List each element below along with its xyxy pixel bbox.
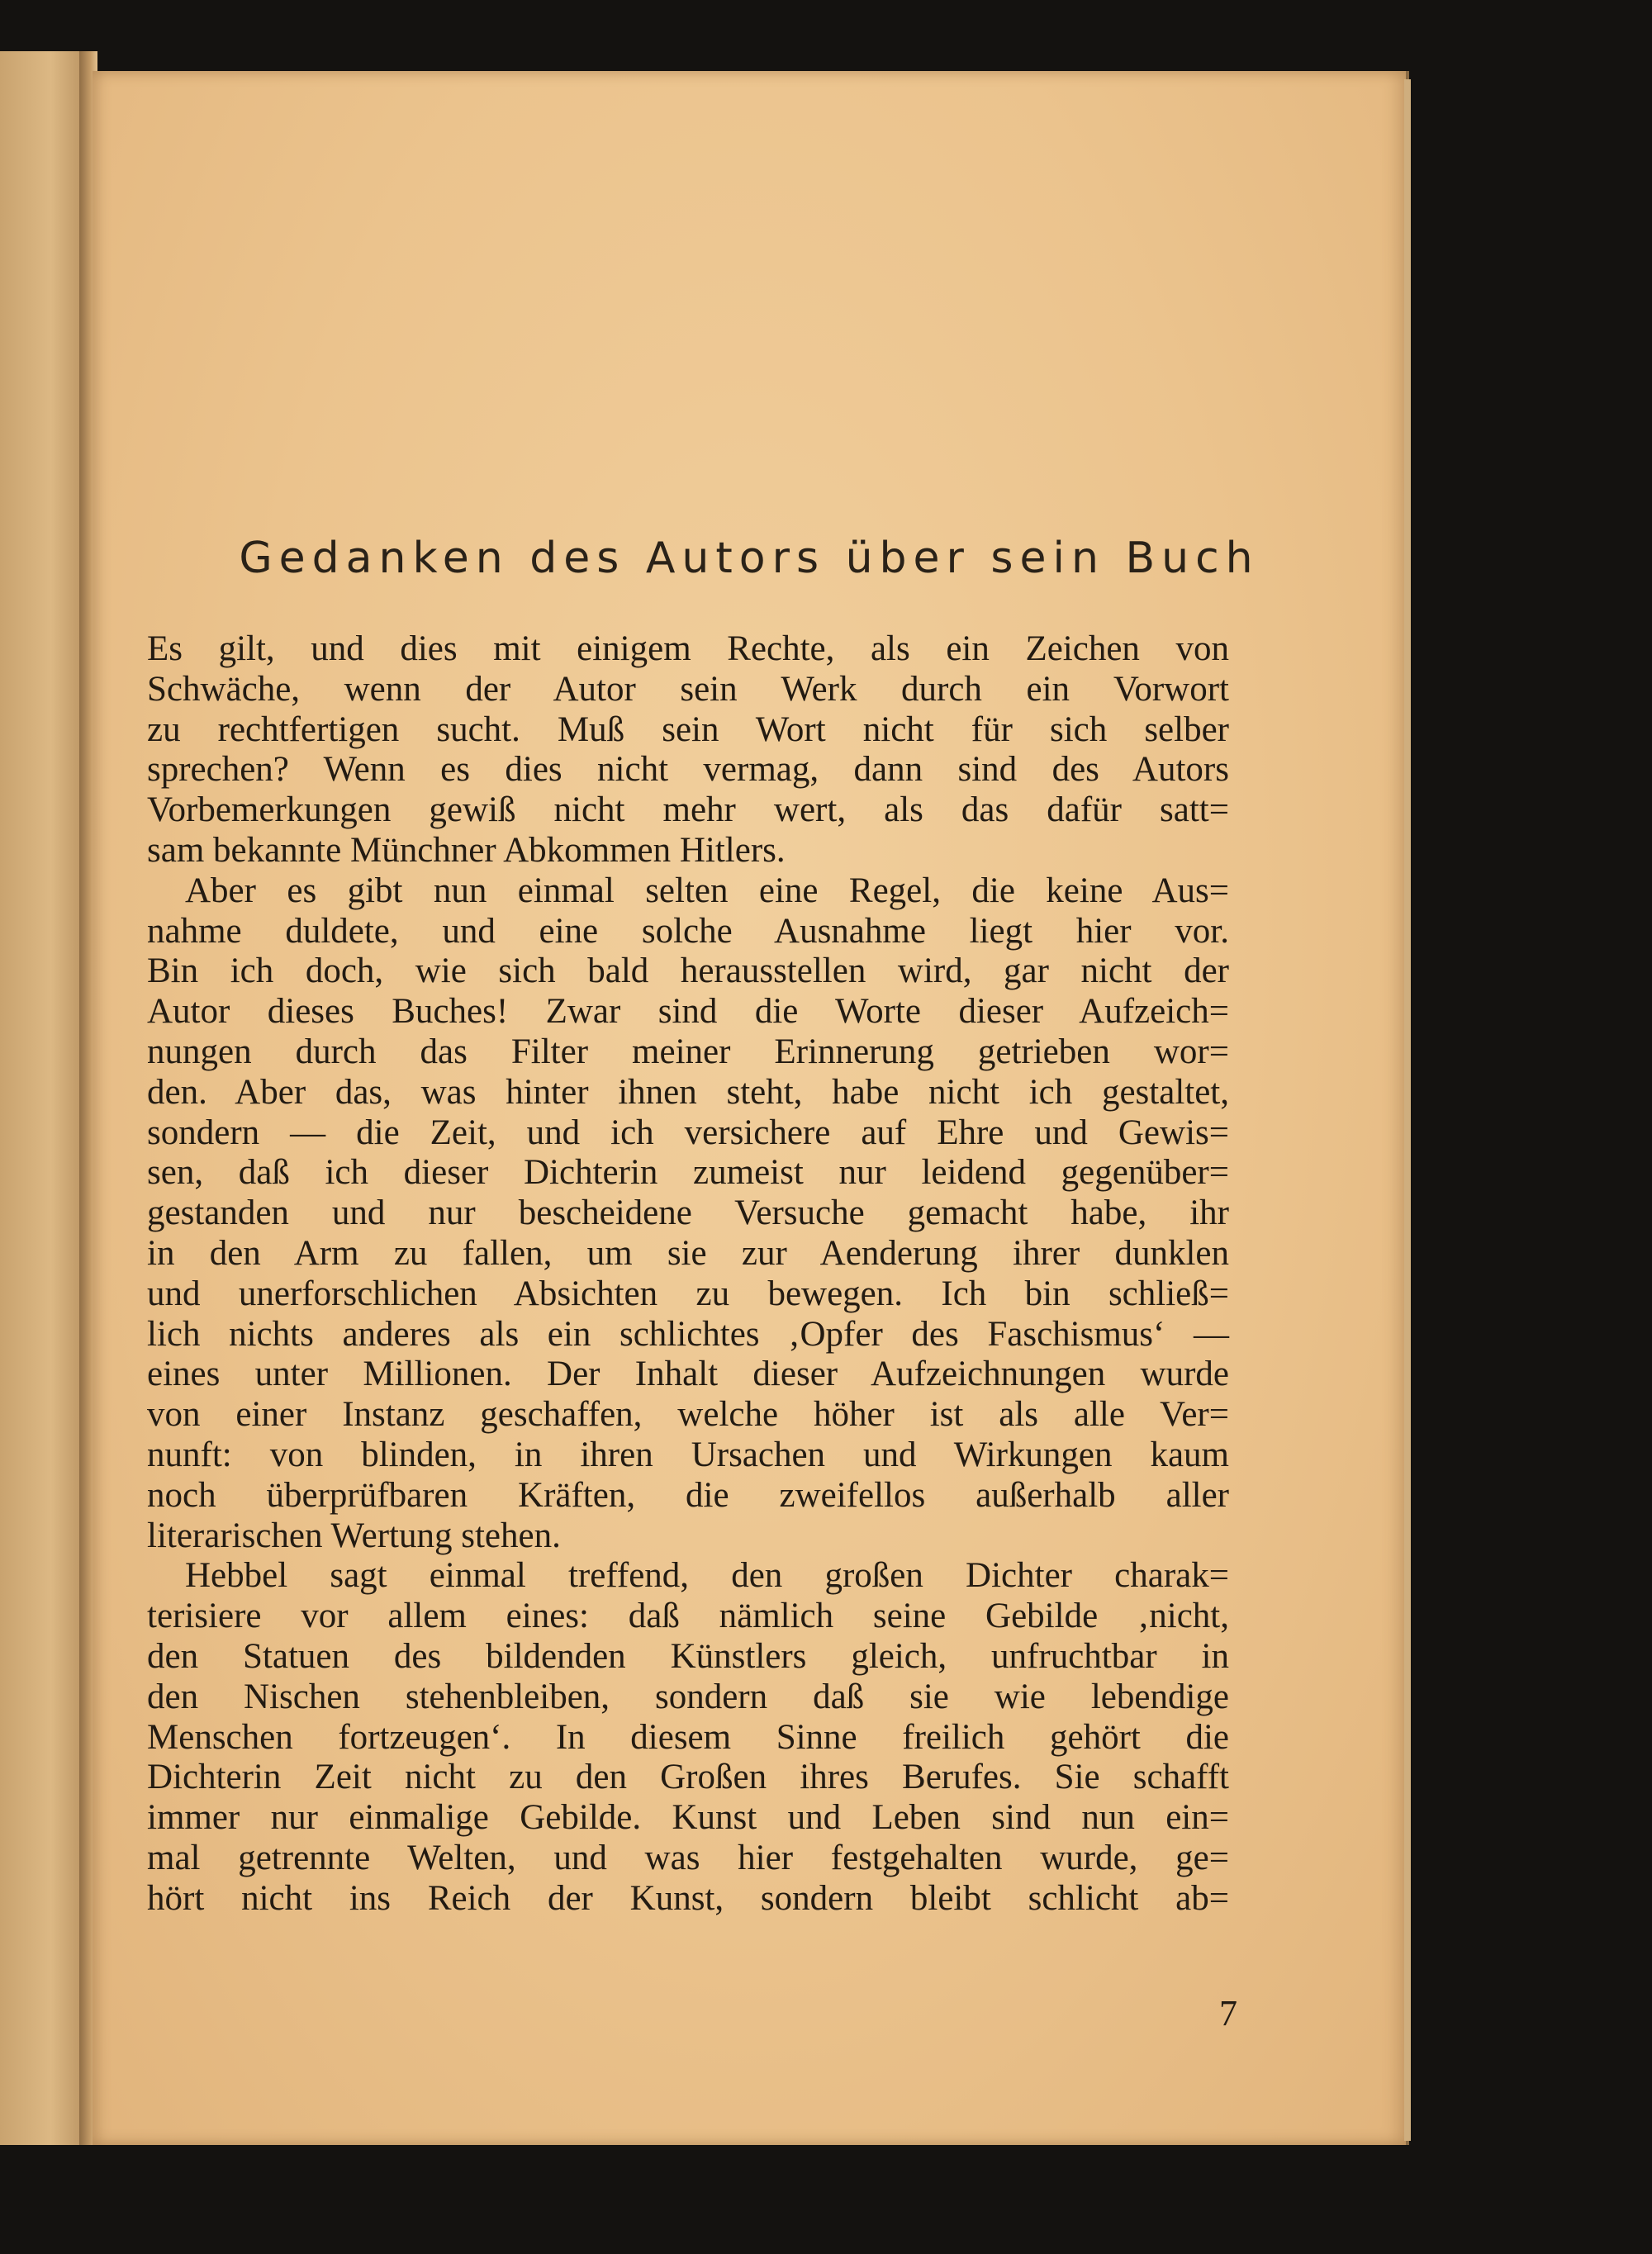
- text-line: noch überprüfbaren Kräften, die zweifellos außerhalb aller: [147, 1475, 1229, 1515]
- text-line: terisiere vor allem eines: daß nämlich seine Gebilde ‚nicht,: [147, 1597, 1229, 1636]
- text-line: nahme duldete, und eine solche Ausnahme liegt hier vor.: [147, 911, 1229, 951]
- text-line: eines unter Millionen. Der Inhalt dieser Aufzeichnungen wurde: [147, 1355, 1229, 1394]
- text-line: Schwäche, wenn der Autor sein Werk durch ein Vorwort: [147, 669, 1229, 709]
- text-line: Menschen fortzeugen‘. In diesem Sinne freilich gehört die: [147, 1717, 1229, 1757]
- body-text: [147, 629, 1229, 1919]
- text-line: und unerforschlichen Absichten zu bewegen. Ich bin schließ=: [147, 1274, 1229, 1313]
- text-line: literarischen Wertung stehen.: [147, 1516, 561, 1555]
- text-line: Dichterin Zeit nicht zu den Großen ihres Berufes. Sie schafft: [147, 1758, 1229, 1797]
- page-number: 7: [1219, 1993, 1237, 2033]
- text-line: Hebbel sagt einmal treffend, den großen Dichter charak=: [185, 1556, 1229, 1596]
- text-line: hört nicht ins Reich der Kunst, sondern bleibt schlicht ab=: [147, 1878, 1229, 1918]
- text-line: Es gilt, und dies mit einigem Rechte, als ein Zeichen von: [147, 629, 1229, 668]
- text-line: den Nischen stehenbleiben, sondern daß sie wie lebendige: [147, 1677, 1229, 1716]
- page-right-edge: [1404, 79, 1411, 2141]
- text-line: lich nichts anderes als ein schlichtes ‚Opfer des Faschismus‘ —: [147, 1314, 1229, 1354]
- text-line: Bin ich doch, wie sich bald herausstellen wird, gar nicht der: [147, 951, 1229, 991]
- page-heading: Gedanken des Autors über sein Buch: [239, 534, 1260, 583]
- text-line: nungen durch das Filter meiner Erinnerung getrieben wor=: [147, 1032, 1229, 1071]
- text-line: Aber es gibt nun einmal selten eine Regel, die keine Aus=: [185, 871, 1229, 910]
- text-line: Vorbemerkungen gewiß nicht mehr wert, als das dafür satt=: [147, 790, 1229, 830]
- text-line: mal getrennte Welten, und was hier festgehalten wurde, ge=: [147, 1838, 1229, 1877]
- text-line: immer nur einmalige Gebilde. Kunst und Leben sind nun ein=: [147, 1798, 1229, 1838]
- text-line: sam bekannte Münchner Abkommen Hitlers.: [147, 830, 786, 870]
- text-line: den Statuen des bildenden Künstlers gleich, unfruchtbar in: [147, 1636, 1229, 1676]
- text-line: zu rechtfertigen sucht. Muß sein Wort nicht für sich selber: [147, 709, 1229, 749]
- text-line: gestanden und nur bescheidene Versuche gemacht habe, ihr: [147, 1193, 1229, 1233]
- book-page: [93, 71, 1409, 2145]
- text-line: in den Arm zu fallen, um sie zur Aenderung ihrer dunklen: [147, 1233, 1229, 1273]
- text-line: nunft: von blinden, in ihren Ursachen und Wirkungen kaum: [147, 1435, 1229, 1474]
- text-line: sprechen? Wenn es dies nicht vermag, dann sind des Autors: [147, 750, 1229, 790]
- text-line: sondern — die Zeit, und ich versichere auf Ehre und Gewis=: [147, 1113, 1229, 1152]
- text-line: Autor dieses Buches! Zwar sind die Worte dieser Aufzeich=: [147, 992, 1229, 1032]
- text-line: den. Aber das, was hinter ihnen steht, habe nicht ich gestaltet,: [147, 1072, 1229, 1112]
- text-line: von einer Instanz geschaffen, welche höher ist als alle Ver=: [147, 1395, 1229, 1435]
- text-line: sen, daß ich dieser Dichterin zumeist nur leidend gegenüber=: [147, 1153, 1229, 1193]
